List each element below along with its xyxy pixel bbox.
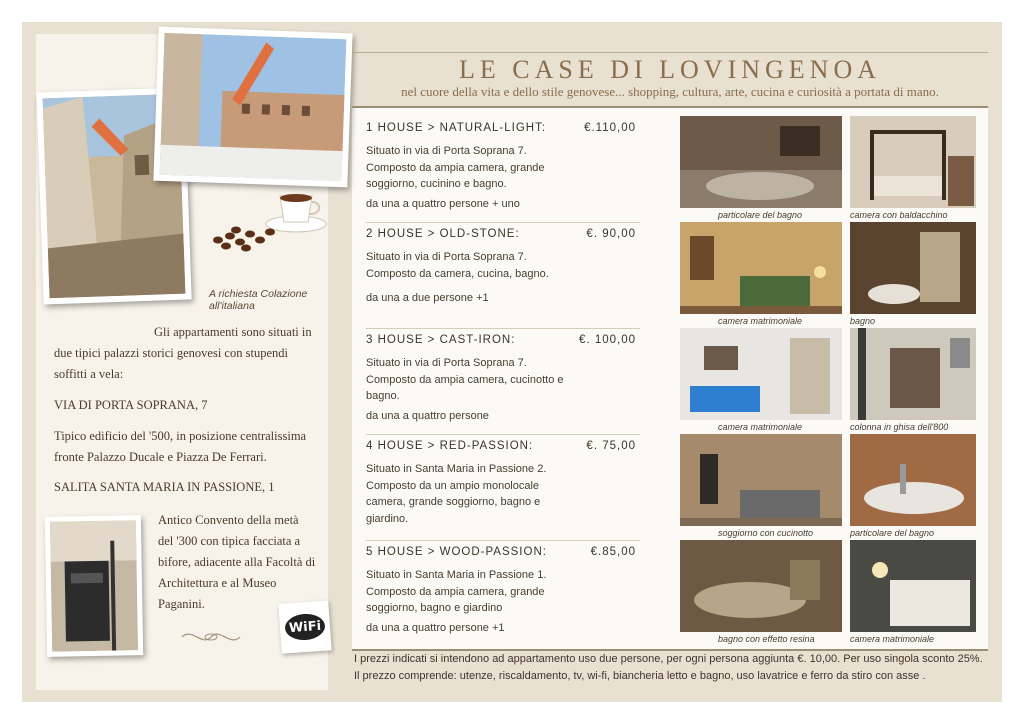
intro-text: Gli appartamenti sono situati in due tipici palazzi storici genovesi con stupendi soffitti a vela: <box>54 325 312 381</box>
breakfast-caption: A richiesta Colazione all'italiana <box>209 288 308 312</box>
house-title: 1 HOUSE > NATURAL-LIGHT: <box>366 122 547 134</box>
house-description: Situato in Santa Maria in Passione 1. Composto da ampia camera, grande soggiorno, bagno e giardino <box>366 569 547 614</box>
header-rule-top <box>352 52 988 53</box>
house-price: €.110,00 <box>584 122 636 134</box>
house-description: Situato in via di Porta Soprana 7. Composto da ampia camera, grande soggiorno, cucinino e bagno. <box>366 145 545 190</box>
photo-caption-2: particolare del bagno <box>850 528 935 538</box>
house-price: €. 75,00 <box>586 440 636 452</box>
photo-caption-1: camera matrimoniale <box>718 316 803 326</box>
photo-caption-2: camera con baldacchino <box>850 210 948 220</box>
house-photo-2 <box>850 328 976 420</box>
house-guests: da una a quattro persone <box>366 410 489 422</box>
house-row-5 <box>354 534 986 644</box>
coffee-illustration <box>206 186 330 276</box>
street2-heading: SALITA SANTA MARIA IN PASSIONE, 1 <box>54 480 275 494</box>
wifi-badge <box>278 600 331 653</box>
house-description: Situato in Santa Maria in Passione 2. Composto da un ampio monolocale camera, grande soggiorno, bagno e giardino. <box>366 463 547 525</box>
house-photo-1 <box>680 116 842 208</box>
house-photo-1 <box>680 328 842 420</box>
house-photo-2 <box>850 434 976 526</box>
photo-caption-1: soggiorno con cucinotto <box>718 528 814 538</box>
house-photo-2 <box>850 222 976 314</box>
house-description: Situato in via di Porta Soprana 7. Composto da camera, cucina, bagno. <box>366 251 549 280</box>
photo-caption-1: camera matrimoniale <box>718 422 803 432</box>
wifi-icon: WiFi <box>284 613 326 642</box>
header-rule-bottom <box>352 106 988 108</box>
house-row-4 <box>354 428 986 538</box>
piazza-photo <box>153 27 352 188</box>
street1-heading: VIA DI PORTA SOPRANA, 7 <box>54 398 208 412</box>
photo-caption-2: colonna in ghisa dell'800 <box>850 422 949 432</box>
house-photo-1 <box>680 540 842 632</box>
house-row-3 <box>354 322 986 432</box>
street1-description: Tipico edificio del '500, in posizione centralissima fronte Palazzo Ducale e Piazza De Ferrari. <box>54 429 307 464</box>
page-subtitle: nel cuore della vita e dello stile genovese... shopping, cultura, arte, cucina e curiosità a portata di mano. <box>401 84 939 99</box>
photo-caption-2: bagno <box>850 316 876 326</box>
entrance-photo <box>45 515 143 657</box>
photo-caption-2: camera matrimoniale <box>850 634 935 644</box>
house-title: 4 HOUSE > RED-PASSION: <box>366 440 534 452</box>
house-price: €.85,00 <box>590 546 636 558</box>
house-guests: da una a quattro persone + uno <box>366 198 520 210</box>
photo-caption-1: particolare del bagno <box>718 210 803 220</box>
house-row-1 <box>354 110 986 220</box>
page-title: LE CASE DI LOVINGENOA <box>458 55 881 84</box>
house-guests: da una a due persone +1 <box>366 292 489 304</box>
house-row-2 <box>354 216 986 326</box>
house-photo-1 <box>680 434 842 526</box>
house-price: €. 90,00 <box>586 228 636 240</box>
house-guests: da una a quattro persone +1 <box>366 622 505 634</box>
street2-description: Antico Convento della metà del '300 con tipica facciata a bifore, adiacente alla Facoltà di Architettura e al Museo Paganini. <box>158 513 316 611</box>
house-title: 5 HOUSE > WOOD-PASSION: <box>366 546 547 558</box>
house-title: 3 HOUSE > CAST-IRON: <box>366 334 516 346</box>
house-price: €. 100,00 <box>579 334 636 346</box>
house-description: Situato in via di Porta Soprana 7. Composto da ampia camera, cucinotto e bagno. <box>366 357 564 402</box>
ornament-flourish <box>180 627 242 647</box>
house-title: 2 HOUSE > OLD-STONE: <box>366 228 520 240</box>
house-photo-1 <box>680 222 842 314</box>
photo-caption-1: bagno con effetto resina <box>718 634 815 644</box>
house-photo-2 <box>850 116 976 208</box>
pricing-footnote: I prezzi indicati si intendono ad appartamento uso due persone, per ogni persona aggiunta €. 10,00. Per uso singola sconto 25%. Il prezzo comprende: utenze, riscaldamento, tv, wi-fi, biancheria letto e bagno, uso lavatrice e ferro da stiro con asse . <box>354 653 983 682</box>
house-photo-2 <box>850 540 976 632</box>
